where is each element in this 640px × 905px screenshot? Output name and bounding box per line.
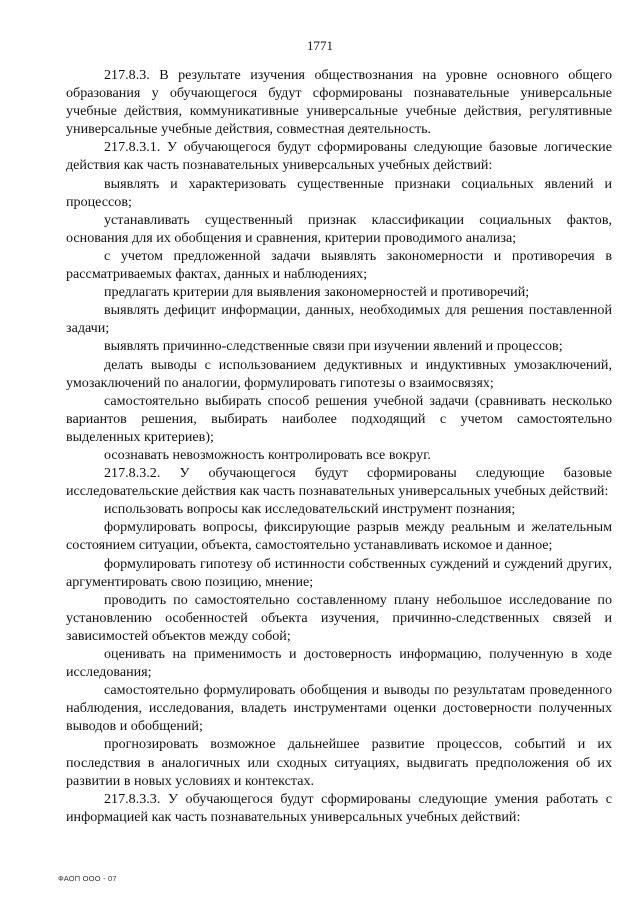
paragraph: 217.8.3.2. У обучающегося будут сформированы следующие базовые исследовательские действия как часть познавательных универсальных учебных действий: (66, 465, 612, 500)
paragraph: 217.8.3.1. У обучающегося будут сформированы следующие базовые логические действия как часть познавательных универсальных учебных действий: (66, 139, 612, 174)
paragraph: с учетом предложенной задачи выявлять закономерности и противоречия в рассматриваемых фактах, данных и наблюдениях; (66, 247, 612, 283)
paragraph: осознавать невозможность контролировать все вокруг. (104, 446, 431, 463)
footer-label: ФАОП ООО - 07 (58, 874, 117, 883)
paragraph: самостоятельно выбирать способ решения учебной задачи (сравнивать несколько вариантов решения, выбирать наиболее подходящий с учетом самостоятельно выделенных критериев); (66, 392, 612, 445)
paragraph: формулировать вопросы, фиксирующие разрыв между реальным и желательным состоянием ситуации, объекта, самостоятельно устанавливать искомое и данное; (66, 519, 612, 554)
paragraph: устанавливать существенный признак классификации социальных фактов, основания для их обобщения и сравнения, критерии проводимого анализа; (66, 211, 612, 246)
paragraph: самостоятельно формулировать обобщения и выводы по результатам проведенного наблюдения, исследования, владеть инструментами оценки достоверности полученных выводов и обобщений; (66, 682, 612, 735)
page-number: 1771 (307, 38, 333, 53)
paragraph: выявлять причинно-следственные связи при изучении явлений и процессов; (104, 338, 563, 355)
paragraph: предлагать критерии для выявления закономерностей и противоречий; (104, 284, 530, 301)
paragraph: выявлять и характеризовать существенные признаки социальных явлений и процессов; (66, 175, 612, 210)
paragraph: делать выводы с использованием дедуктивных и индуктивных умозаключений, умозаключений по аналогии, формулировать гипотезы о взаимосвязях; (66, 356, 612, 391)
paragraph: 217.8.3.3. У обучающегося будут сформированы следующие умения работать с информацией как часть познавательных универсальных учебных действий: (66, 790, 612, 825)
paragraph: выявлять дефицит информации, данных, необходимых для решения поставленной задачи; (66, 302, 612, 337)
paragraph: проводить по самостоятельно составленному плану небольшое исследование по установлению особенностей объекта изучения, причинно-следственных связей и зависимостей объектов между собой; (66, 591, 612, 644)
paragraph: использовать вопросы как исследовательский инструмент познания; (104, 501, 516, 518)
document-body (66, 66, 612, 826)
paragraph: 217.8.3. В результате изучения обществознания на уровне основного общего образования у обучающегося будут сформированы познавательные универсальные учебные действия, коммуникативные универсальные учебные действия, регулятивные универсальные учебные действия, совместная деятельность. (66, 67, 612, 138)
paragraph: оценивать на применимость и достоверность информацию, полученную в ходе исследования; (66, 646, 612, 681)
paragraph: прогнозировать возможное дальнейшее развитие процессов, событий и их последствия в аналогичных или сходных ситуациях, выдвигать предположения об их развитии в новых условиях и контекстах. (66, 736, 612, 789)
paragraph: формулировать гипотезу об истинности собственных суждений и суждений других, аргументировать свою позицию, мнение; (66, 555, 612, 590)
